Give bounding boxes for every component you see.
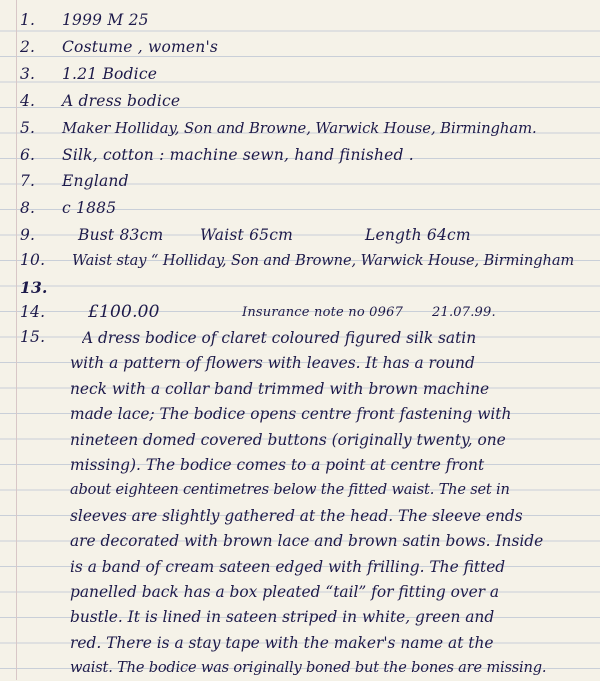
description-line: are decorated with brown lace and brown satin bows. Inside (70, 532, 544, 551)
description-line: panelled back has a box pleated “tail” for fitting over a (70, 583, 500, 601)
item-number: 3. (20, 64, 36, 83)
waist-stay-text: Waist stay “ Holliday, Son and Browne, Warwick House, Birmingham (72, 252, 575, 269)
catalogue-item (0, 89, 600, 114)
valuation-row (0, 300, 600, 325)
item-number: 5. (20, 118, 36, 137)
item-text: England (62, 172, 129, 191)
item-text: Costume , women's (62, 37, 219, 56)
item-number: 7. (20, 172, 36, 191)
item-text: A dress bodice (62, 91, 181, 110)
valuation-amount: £100.00 (88, 302, 160, 322)
description-line: made lace; The bodice opens centre front fastening with (70, 405, 512, 424)
catalogue-item (0, 35, 600, 60)
catalogue-item (0, 8, 600, 33)
description-line: waist. The bodice was originally boned but the bones are missing. (70, 659, 547, 677)
description-line: missing). The bodice comes to a point at centre front (70, 456, 485, 474)
item-text: 1999 M 25 (62, 11, 149, 29)
item-number: 1. (20, 11, 36, 29)
item-number: 15. (20, 328, 46, 346)
waist-measurement: Waist 65cm (200, 226, 293, 244)
catalogue-item (0, 116, 600, 141)
insurance-note: Insurance note no 0967 (242, 305, 404, 320)
description-line: sleeves are slightly gathered at the head. The sleeve ends (70, 506, 523, 525)
description-line: nineteen domed covered buttons (originally twenty, one (70, 430, 506, 449)
catalogue-item (0, 169, 600, 194)
description-line: bustle. It is lined in sateen striped in white, green and (70, 608, 495, 627)
description-line: neck with a collar band trimmed with brown machine (70, 379, 490, 398)
bust-measurement: Bust 83cm (78, 226, 164, 244)
item-number: 2. (20, 37, 36, 56)
item-number: 13. (20, 278, 48, 297)
description-line: red. There is a stay tape with the maker's name at the (70, 633, 494, 652)
waist-stay-row (0, 248, 600, 273)
item-text: 1.21 Bodice (62, 64, 158, 83)
description-line: A dress bodice of claret coloured figured silk satin (82, 329, 477, 347)
item-number: 9. (20, 226, 36, 244)
description-line: about eighteen centimetres below the fitted waist. The set in (70, 481, 510, 499)
measurements-row (0, 223, 600, 248)
length-measurement: Length 64cm (365, 226, 471, 244)
description-line: with a pattern of flowers with leaves. It has a round (70, 354, 475, 373)
item-number: 10. (20, 251, 46, 269)
description-line: is a band of cream sateen edged with frilling. The fitted (70, 557, 506, 576)
item-text: Silk, cotton : machine sewn, hand finished . (62, 145, 414, 164)
item-number: 6. (20, 145, 36, 164)
catalogue-item (0, 196, 600, 221)
insurance-date: 21.07.99. (432, 305, 496, 320)
item-13-row (0, 275, 600, 300)
catalogue-item (0, 62, 600, 87)
item-number: 14. (20, 303, 46, 321)
item-number: 4. (20, 91, 36, 110)
item-number: 8. (20, 199, 36, 218)
item-text: Maker Holliday, Son and Browne, Warwick House, Birmingham. (62, 119, 537, 137)
catalogue-item (0, 143, 600, 168)
item-text: c 1885 (62, 199, 117, 218)
